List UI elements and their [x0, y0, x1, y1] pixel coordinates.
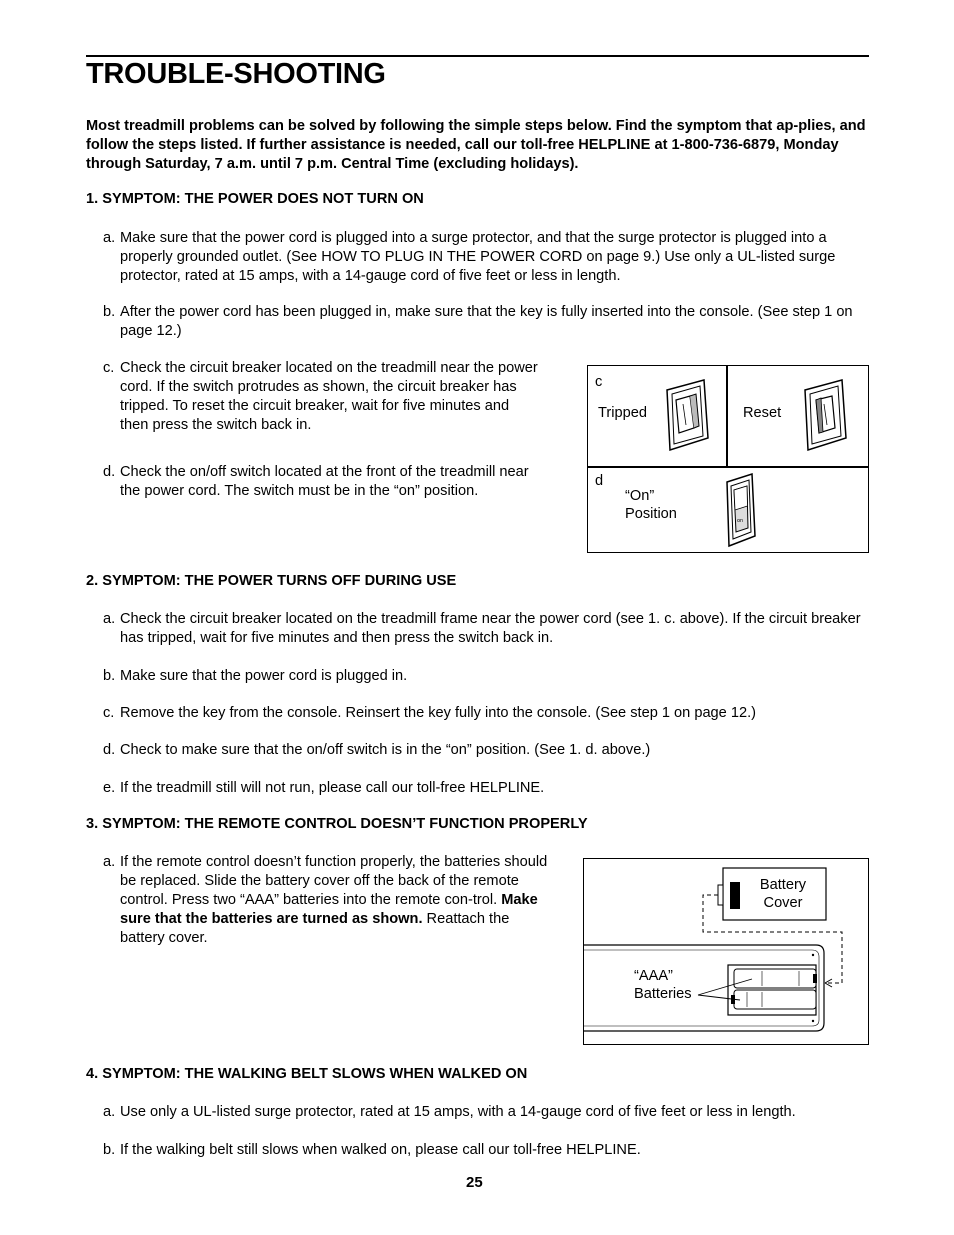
item-text-bold: Make sure that the batteries are turned as shown.: [120, 892, 538, 927]
section4-item-b: [103, 1141, 869, 1160]
aaa-line2: Batteries: [634, 986, 692, 1002]
section4-heading: 4. SYMPTOM: THE WALKING BELT SLOWS WHEN WALKED ON: [86, 1066, 528, 1082]
battery-cover-label: [757, 876, 809, 912]
item-label: a.: [103, 611, 116, 627]
on-off-switch-icon: [724, 472, 760, 548]
circuit-breaker-figure: [587, 365, 869, 553]
figure-label-c: c: [595, 374, 603, 390]
figure-label-d: d: [595, 473, 604, 489]
tripped-breaker-icon: [664, 378, 714, 452]
item-text: If the walking belt still slows when walked on, please call our toll-free HELPLINE.: [120, 1142, 641, 1158]
figure-divider-horizontal: [588, 466, 868, 468]
item-text-tail: Reattach the battery cover.: [120, 911, 510, 946]
page-number: 25: [466, 1174, 483, 1191]
section1-item-b: [103, 303, 871, 341]
item-text: Check the circuit breaker located on the treadmill frame near the power cord (see 1. c. above). If the circuit breaker has tripped, wait for five minutes and then press the switch back in.: [120, 611, 861, 646]
item-label: b.: [103, 304, 116, 320]
title-rule: [86, 55, 869, 57]
item-label: c.: [103, 360, 115, 376]
item-label: d.: [103, 464, 116, 480]
aaa-line1: “AAA”: [634, 968, 673, 984]
item-label: a.: [103, 1104, 116, 1120]
section3-heading: 3. SYMPTOM: THE REMOTE CONTROL DOESN’T FUNCTION PROPERLY: [86, 816, 588, 832]
section2-item-a: [103, 610, 869, 648]
intro-paragraph: Most treadmill problems can be solved by following the simple steps below. Find the symptom that ap-plies, and follow the steps listed. If further assistance is needed, call our toll-free HELPLINE at 1-800-736-6879, Monday through Saturday, 7 a.m. until 7 p.m. Central Time (excluding holidays).: [86, 118, 866, 172]
remote-control-drawing: [584, 859, 868, 1044]
battery-cover-line1: Battery: [759, 877, 807, 893]
item-text: Remove the key from the console. Reinsert the key fully into the console. (See step 1 on page 12.): [120, 705, 756, 721]
item-text: Check the on/off switch located at the front of the treadmill near the power cord. The switch must be in the “on” position.: [120, 464, 529, 499]
section4-item-a: [103, 1103, 869, 1122]
section3-item-a: [103, 853, 553, 948]
reset-label: Reset: [743, 405, 782, 421]
item-label: c.: [103, 705, 115, 721]
item-text-main: If the remote control doesn’t function properly, the batteries should be replaced. Slide the battery cover off the back of the remote control. Press two “AAA” batteries into the remote con-trol.: [120, 854, 548, 908]
item-label: a.: [103, 854, 116, 870]
item-label: a.: [103, 230, 116, 246]
section2-heading: 2. SYMPTOM: THE POWER TURNS OFF DURING USE: [86, 573, 457, 589]
svg-text:on: on: [737, 518, 744, 524]
section2-item-b: [103, 667, 869, 686]
item-text: Use only a UL-listed surge protector, rated at 15 amps, with a 14-gauge cord of five feet or less in length.: [120, 1104, 796, 1120]
item-label: d.: [103, 742, 116, 758]
section1-item-c: [103, 359, 541, 435]
item-text: Check the circuit breaker located on the treadmill near the power cord. If the switch protrudes as shown, the circuit breaker has tripped. To reset the circuit breaker, wait for five minutes and then press the switch back in.: [120, 360, 538, 433]
item-text: Make sure that the power cord is plugged into a surge protector, and that the surge protector is plugged into a properly grounded outlet. (See HOW TO PLUG IN THE POWER CORD on page 9.) Use only a UL-listed surge protector, rated at 15 amps, with a 14-gauge cord of five feet or less in length.: [120, 230, 836, 284]
item-text: After the power cord has been plugged in, make sure that the key is fully inserted into the console. (See step 1 on page 12.): [120, 304, 853, 339]
reset-breaker-icon: [802, 378, 852, 452]
item-label: b.: [103, 668, 116, 684]
section1-heading: 1. SYMPTOM: THE POWER DOES NOT TURN ON: [86, 191, 424, 207]
item-label: b.: [103, 1142, 116, 1158]
item-text: [120, 853, 553, 948]
section1-item-a: [103, 229, 869, 286]
aaa-batteries-label: [634, 967, 692, 1003]
item-label: e.: [103, 780, 116, 796]
battery-cover-line2: Cover: [763, 895, 803, 911]
section2-item-e: [103, 779, 869, 798]
item-text: If the treadmill still will not run, please call our toll-free HELPLINE.: [120, 780, 545, 796]
on-label: “On”: [625, 488, 655, 504]
item-text: Check to make sure that the on/off switch is in the “on” position. (See 1. d. above.): [120, 742, 651, 758]
remote-battery-figure: [583, 858, 869, 1045]
page-title: TROUBLE-SHOOTING: [86, 58, 386, 90]
section1-item-d: [103, 463, 543, 501]
position-label: Position: [625, 506, 677, 522]
tripped-label: Tripped: [598, 405, 647, 421]
section2-item-c: [103, 704, 869, 723]
section2-item-d: [103, 741, 869, 760]
figure-divider-vertical: [726, 366, 728, 467]
item-text: Make sure that the power cord is plugged in.: [120, 668, 408, 684]
